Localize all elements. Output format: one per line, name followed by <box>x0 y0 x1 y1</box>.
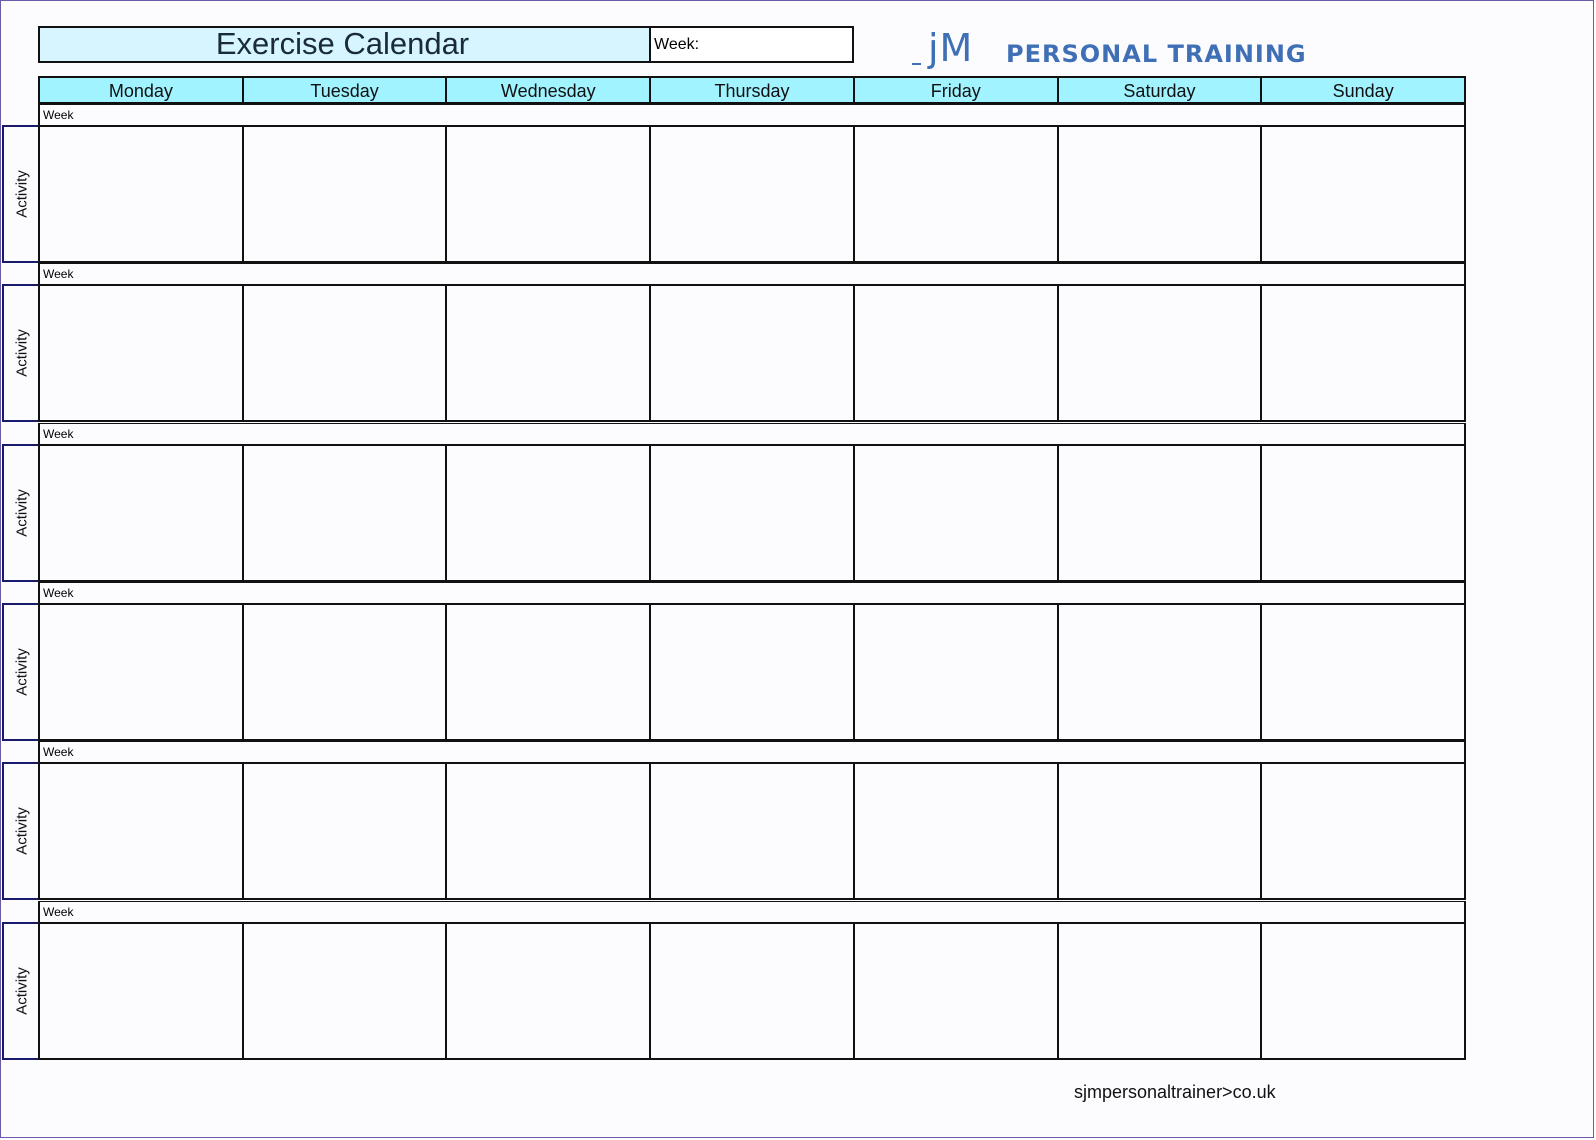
activity-cell-thursday[interactable] <box>651 605 855 739</box>
week-label-row[interactable] <box>38 741 1466 763</box>
activity-cell-monday[interactable] <box>40 446 244 580</box>
activity-cell-sunday[interactable] <box>1262 605 1464 739</box>
activity-cell-sunday[interactable] <box>1262 127 1464 261</box>
week-label: Week <box>43 586 74 600</box>
activity-cell-friday[interactable] <box>855 764 1059 898</box>
activity-cell-tuesday[interactable] <box>244 127 448 261</box>
activity-cell-tuesday[interactable] <box>244 764 448 898</box>
day-header-thursday: Thursday <box>651 78 855 102</box>
activity-cell-saturday[interactable] <box>1059 446 1263 580</box>
activity-side-label-cell <box>2 125 39 263</box>
activity-cell-wednesday[interactable] <box>447 605 651 739</box>
activity-cell-sunday[interactable] <box>1262 924 1464 1058</box>
brand-logo <box>912 28 1382 72</box>
activity-grid-row <box>38 603 1466 741</box>
activity-cell-thursday[interactable] <box>651 446 855 580</box>
week-label-row[interactable] <box>38 104 1466 126</box>
activity-side-label-cell <box>2 284 39 422</box>
activity-cell-saturday[interactable] <box>1059 286 1263 420</box>
activity-cell-tuesday[interactable] <box>244 924 448 1058</box>
activity-cell-friday[interactable] <box>855 446 1059 580</box>
activity-grid-row <box>38 125 1466 263</box>
activity-label: Activity <box>13 967 30 1015</box>
activity-cell-wednesday[interactable] <box>447 127 651 261</box>
day-header-tuesday: Tuesday <box>244 78 448 102</box>
activity-grid-row <box>38 284 1466 422</box>
title-cell[interactable] <box>38 26 650 63</box>
day-header-monday: Monday <box>40 78 244 102</box>
activity-label: Activity <box>13 170 30 218</box>
week-label: Week <box>43 745 74 759</box>
activity-cell-wednesday[interactable] <box>447 924 651 1058</box>
activity-cell-wednesday[interactable] <box>447 286 651 420</box>
activity-cell-wednesday[interactable] <box>447 446 651 580</box>
logo-name: PERSONAL TRAINING <box>1006 40 1307 68</box>
day-header-row <box>38 76 1466 104</box>
activity-cell-tuesday[interactable] <box>244 446 448 580</box>
activity-cell-saturday[interactable] <box>1059 605 1263 739</box>
activity-cell-thursday[interactable] <box>651 924 855 1058</box>
logo-dash <box>912 63 921 65</box>
activity-cell-sunday[interactable] <box>1262 446 1464 580</box>
day-header-friday: Friday <box>855 78 1059 102</box>
week-field-label: Week: <box>654 36 700 53</box>
activity-label: Activity <box>13 807 30 855</box>
activity-cell-tuesday[interactable] <box>244 286 448 420</box>
activity-cell-monday[interactable] <box>40 764 244 898</box>
activity-cell-friday[interactable] <box>855 286 1059 420</box>
activity-side-label-cell <box>2 922 39 1060</box>
activity-cell-tuesday[interactable] <box>244 605 448 739</box>
activity-label: Activity <box>13 489 30 537</box>
week-label: Week <box>43 905 74 919</box>
logo-mark: jM <box>928 26 974 70</box>
week-label-row[interactable] <box>38 901 1466 923</box>
activity-side-label-cell <box>2 603 39 741</box>
activity-cell-saturday[interactable] <box>1059 127 1263 261</box>
activity-cell-sunday[interactable] <box>1262 764 1464 898</box>
activity-cell-monday[interactable] <box>40 127 244 261</box>
week-label-row[interactable] <box>38 582 1466 604</box>
activity-cell-friday[interactable] <box>855 127 1059 261</box>
activity-side-label-cell <box>2 762 39 900</box>
activity-cell-thursday[interactable] <box>651 764 855 898</box>
activity-cell-saturday[interactable] <box>1059 764 1263 898</box>
activity-grid-row <box>38 922 1466 1060</box>
day-header-sunday: Sunday <box>1332 81 1394 101</box>
activity-cell-thursday[interactable] <box>651 286 855 420</box>
activity-grid-row <box>38 444 1466 582</box>
activity-cell-monday[interactable] <box>40 605 244 739</box>
week-label: Week <box>43 267 74 281</box>
activity-cell-monday[interactable] <box>40 286 244 420</box>
activity-cell-thursday[interactable] <box>651 127 855 261</box>
activity-cell-friday[interactable] <box>855 605 1059 739</box>
activity-cell-sunday[interactable] <box>1262 286 1464 420</box>
day-header-saturday: Saturday <box>1059 78 1263 102</box>
week-label: Week <box>43 427 74 441</box>
footer-url: sjmpersonaltrainer>co.uk <box>1074 1082 1276 1102</box>
activity-label: Activity <box>13 648 30 696</box>
activity-cell-monday[interactable] <box>40 924 244 1058</box>
activity-cell-friday[interactable] <box>855 924 1059 1058</box>
activity-side-label-cell <box>2 444 39 582</box>
page-title: Exercise Calendar <box>215 26 470 61</box>
activity-cell-saturday[interactable] <box>1059 924 1263 1058</box>
week-label-row[interactable] <box>38 423 1466 445</box>
activity-label: Activity <box>13 329 30 377</box>
activity-grid-row <box>38 762 1466 900</box>
week-label: Week <box>43 108 74 122</box>
activity-cell-wednesday[interactable] <box>447 764 651 898</box>
day-header-wednesday: Wednesday <box>447 78 651 102</box>
week-label-row[interactable] <box>38 263 1466 285</box>
week-input-cell[interactable] <box>650 26 854 63</box>
